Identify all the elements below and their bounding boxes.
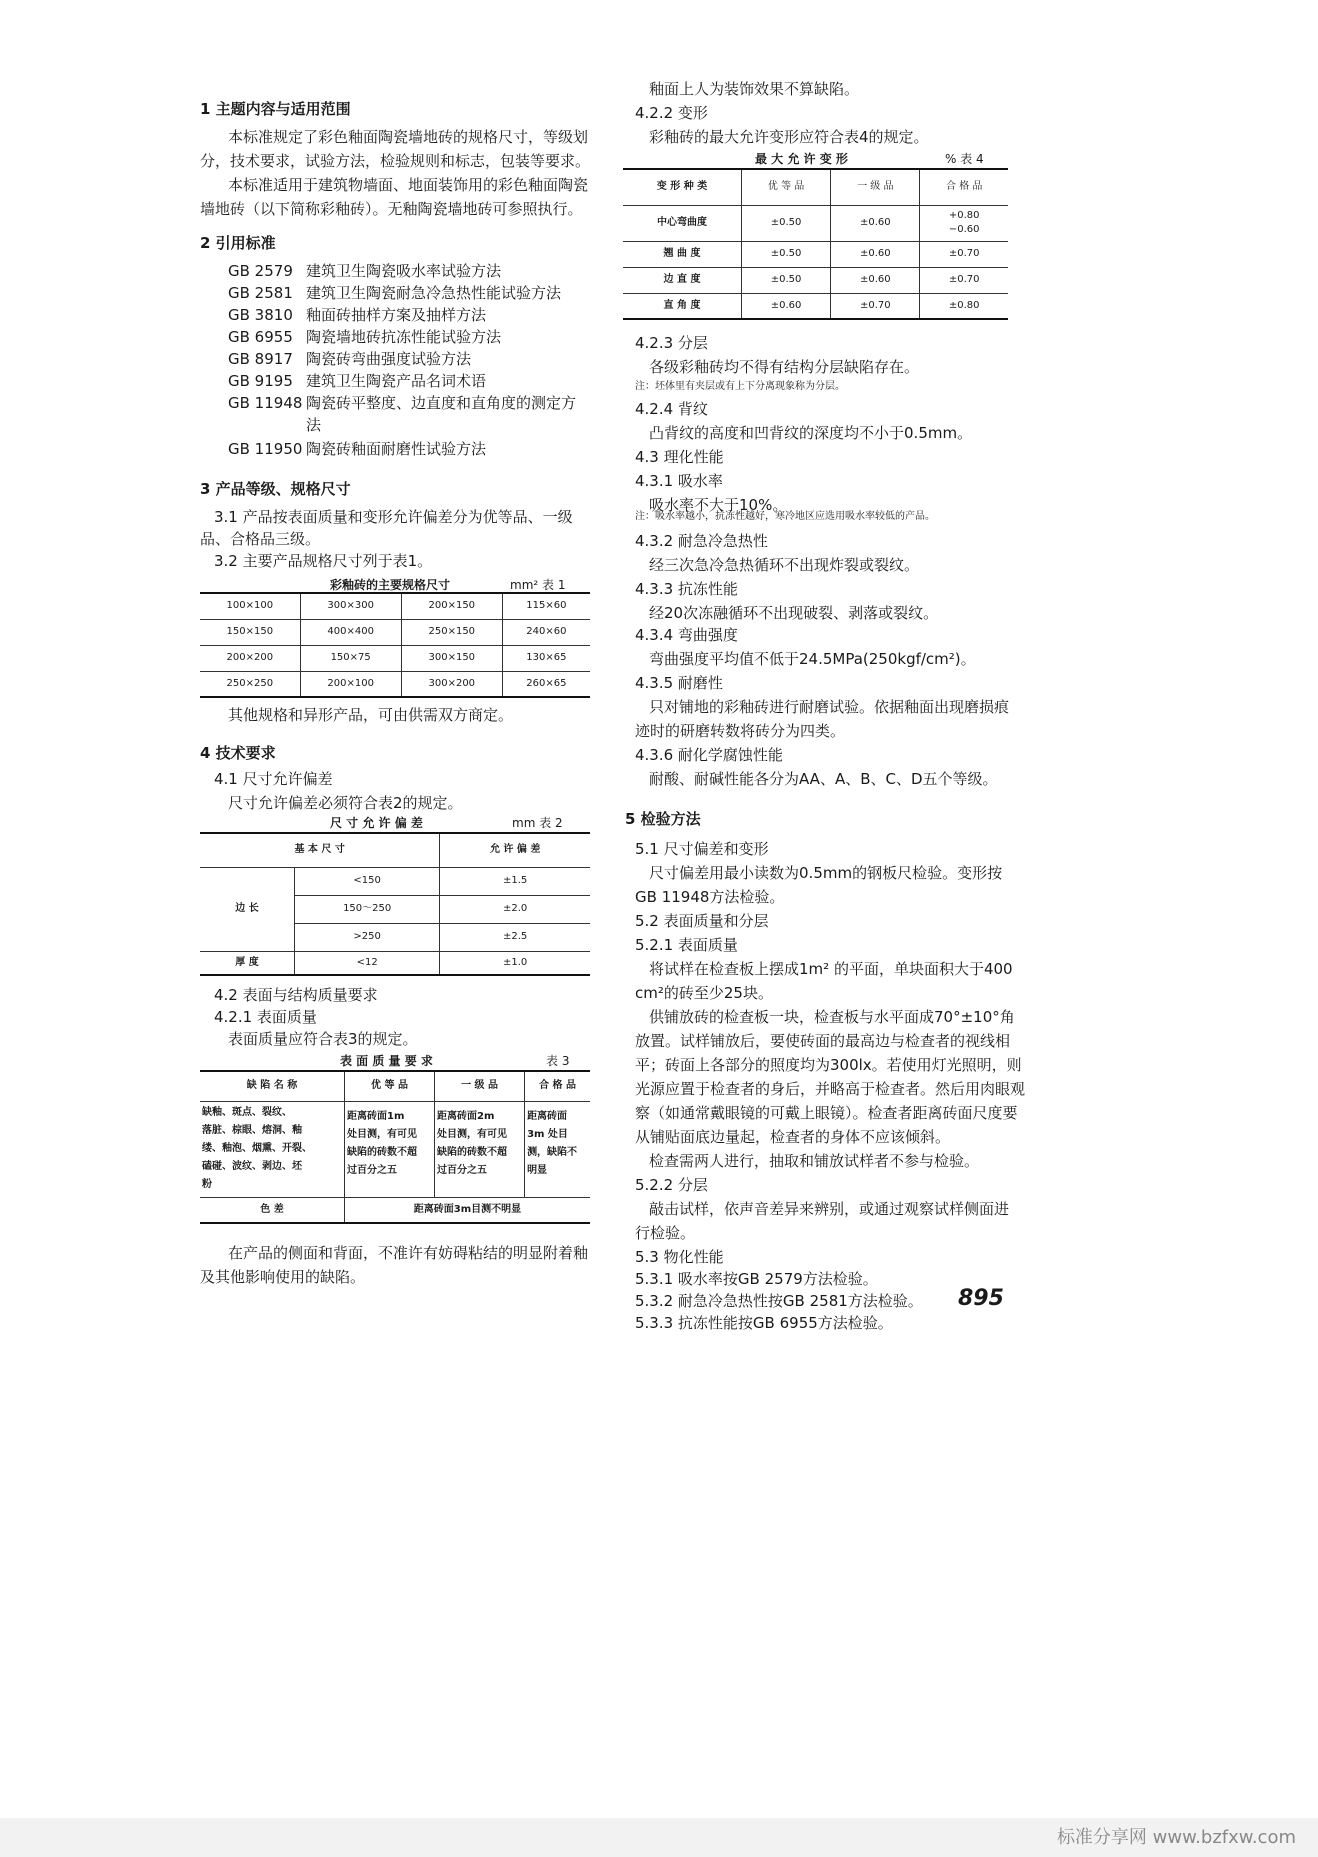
table-cell: ±0.80 (920, 293, 1008, 319)
paragraph: 经三次急冷急热循环不出现炸裂或裂纹。 (649, 556, 920, 574)
table-cell: ±0.60 (831, 205, 920, 241)
paragraph: 5.3.1 吸水率按GB 2579方法检验。 (635, 1270, 878, 1288)
table-cell: +0.80 −0.60 (920, 205, 1008, 241)
table-cell: 260×65 (502, 671, 590, 697)
paragraph: 平；砖面上各部分的照度均为300lx。若使用灯光照明，则 (635, 1056, 1022, 1074)
subsection-title: 4.3.3 抗冻性能 (635, 580, 738, 598)
table-header-row (200, 1071, 590, 1101)
paragraph: 3.2 主要产品规格尺寸列于表1。 (214, 552, 433, 570)
table-cell: ±1.5 (440, 867, 590, 895)
table-cell: ±0.50 (742, 205, 831, 241)
paragraph: 釉面上人为装饰效果不算缺陷。 (649, 80, 860, 98)
subsection-title: 4.2.2 变形 (635, 104, 708, 122)
paragraph: 其他规格和异形产品，可由供需双方商定。 (228, 706, 514, 724)
table-header: 变 形 种 类 (623, 169, 742, 205)
table-cell: ±0.50 (742, 241, 831, 267)
ref-item: GB 2579 建筑卫生陶瓷吸水率试验方法 (228, 262, 502, 280)
paragraph: 各级彩釉砖均不得有结构分层缺陷存在。 (649, 358, 920, 376)
table-cell: 250×150 (401, 619, 502, 645)
subsection-title: 5.2 表面质量和分层 (635, 912, 769, 930)
table-cell: ±2.0 (440, 895, 590, 923)
table-row (200, 645, 590, 671)
subsection-title: 5.2.1 表面质量 (635, 936, 738, 954)
subsection-title: 4.3.6 耐化学腐蚀性能 (635, 746, 783, 764)
table-cell: ±0.60 (742, 293, 831, 319)
paragraph: 凸背纹的高度和凹背纹的深度均不小于0.5mm。 (649, 424, 973, 442)
table-cell: <12 (295, 951, 440, 975)
ref-item: 法 (306, 416, 322, 434)
paragraph: 5.3.3 抗冻性能按GB 6955方法检验。 (635, 1314, 893, 1332)
table-row (623, 205, 1008, 241)
subsection-title: 4.3.2 耐急冷急热性 (635, 532, 768, 550)
paragraph: 迹时的研磨转数将砖分为四类。 (635, 722, 846, 740)
paragraph: 敲击试样，依声音差异来辨别，或通过观察试样侧面进 (649, 1200, 1010, 1218)
paragraph: 将试样在检查板上摆成1m² 的平面，单块面积大于400 (649, 960, 1013, 978)
subsection-title: 4.2.4 背纹 (635, 400, 708, 418)
table-header: 优 等 品 (345, 1071, 435, 1101)
paragraph: 检查需两人进行，抽取和铺放试样者不参与检验。 (649, 1152, 980, 1170)
paragraph: GB 11948方法检验。 (635, 888, 785, 906)
table-cell: 300×150 (401, 645, 502, 671)
paragraph: 品、合格品三级。 (200, 530, 321, 548)
table-cell: 距离砖面2m 处目测，有可见 缺陷的砖数不超 过百分之五 (435, 1101, 525, 1197)
table-cell: 150×150 (200, 619, 300, 645)
note: 注：吸水率越小，抗冻性越好，寒冷地区应选用吸水率较低的产品。 (635, 511, 935, 522)
table-header: 允 许 偏 差 (440, 833, 590, 867)
table-cell: 150～250 (295, 895, 440, 923)
paragraph: 表面质量应符合表3的规定。 (228, 1030, 418, 1048)
paragraph: 吸水率不大于10%。 (649, 496, 788, 514)
table-4-unit: % 表 4 (945, 152, 984, 166)
ref-item: GB 11948 陶瓷砖平整度、边直度和直角度的测定方 (228, 394, 577, 412)
table-row (200, 951, 590, 975)
table-header-row (623, 169, 1008, 205)
table-cell: ±0.70 (920, 241, 1008, 267)
paragraph: 只对铺地的彩釉砖进行耐磨试验。依据釉面出现磨损痕 (649, 698, 1010, 716)
subsection-title: 5.1 尺寸偏差和变形 (635, 840, 769, 858)
subsection-title: 4.1 尺寸允许偏差 (214, 770, 333, 788)
table-header: 基 本 尺 寸 (200, 833, 440, 867)
table-2-unit: mm 表 2 (512, 816, 563, 830)
table-cell: ±2.5 (440, 923, 590, 951)
table-1-caption: 彩釉砖的主要规格尺寸 (330, 578, 451, 592)
table-cell: 距离砖面1m 处目测，有可见 缺陷的砖数不超 过百分之五 (345, 1101, 435, 1197)
section-5-title: 5 检验方法 (625, 810, 701, 828)
paragraph: 耐酸、耐碱性能各分为AA、A、B、C、D五个等级。 (649, 770, 998, 788)
paragraph: 本标准适用于建筑物墙面、地面装饰用的彩色釉面陶瓷 (228, 176, 589, 194)
table-3 (200, 1070, 590, 1224)
paragraph: 放置。试样铺放后，要使砖面的最高边与检查者的视线相 (635, 1032, 1011, 1050)
table-row (200, 619, 590, 645)
paragraph: 3.1 产品按表面质量和变形允许偏差分为优等品、一级 (214, 508, 573, 526)
table-row (200, 1197, 590, 1223)
paragraph: 行检验。 (635, 1224, 696, 1242)
table-cell: ±0.70 (920, 267, 1008, 293)
table-cell: >250 (295, 923, 440, 951)
table-header: 合 格 品 (525, 1071, 590, 1101)
table-cell: ±0.70 (831, 293, 920, 319)
table-header: 合 格 品 (920, 169, 1008, 205)
table-header: 一 级 品 (435, 1071, 525, 1101)
section-3-title: 3 产品等级、规格尺寸 (200, 480, 351, 498)
table-cell: 300×300 (300, 593, 401, 619)
paragraph: cm²的砖至少25块。 (635, 984, 773, 1002)
paragraph: 供铺放砖的检查板一块，检查板与水平面成70°±10°角 (649, 1008, 1015, 1026)
table-cell: 400×400 (300, 619, 401, 645)
paragraph: 从铺贴面底边量起，检查者的身体不应该倾斜。 (635, 1128, 951, 1146)
table-header: 缺 陷 名 称 (200, 1071, 345, 1101)
ref-item: GB 9195 建筑卫生陶瓷产品名词术语 (228, 372, 487, 390)
table-cell: 200×150 (401, 593, 502, 619)
subsection-title: 4.3.1 吸水率 (635, 472, 723, 490)
paragraph: 在产品的侧面和背面，不准许有妨碍粘结的明显附着釉 (228, 1244, 589, 1262)
table-cell: ±1.0 (440, 951, 590, 975)
table-cell: 距离砖面 3m 处目 测，缺陷不 明显 (525, 1101, 590, 1197)
table-4-caption: 最 大 允 许 变 形 (755, 152, 848, 166)
table-cell: 中心弯曲度 (623, 205, 742, 241)
table-cell: 距离砖面3m目测不明显 (345, 1197, 591, 1223)
paragraph: 光源应置于检查者的身后，并略高于检查者。然后用肉眼观 (635, 1080, 1026, 1098)
section-1-title: 1 主题内容与适用范围 (200, 100, 351, 118)
paragraph: 墙地砖（以下简称彩釉砖）。无釉陶瓷墙地砖可参照执行。 (200, 200, 583, 218)
paragraph: 分，技术要求，试验方法，检验规则和标志，包装等要求。 (200, 152, 591, 170)
table-cell: 115×60 (502, 593, 590, 619)
table-cell: 200×200 (200, 645, 300, 671)
table-cell: ±0.50 (742, 267, 831, 293)
table-header: 一 级 品 (831, 169, 920, 205)
site-footer: 标准分享网 www.bzfxw.com (0, 1818, 1318, 1857)
paragraph: 察（如通常戴眼镜的可戴上眼镜）。检查者距离砖面尺度要 (635, 1104, 1018, 1122)
table-cell: 130×65 (502, 645, 590, 671)
ref-item: GB 6955 陶瓷墙地砖抗冻性能试验方法 (228, 328, 502, 346)
table-1 (200, 592, 590, 698)
ref-item: GB 2581 建筑卫生陶瓷耐急冷急热性能试验方法 (228, 284, 562, 302)
table-cell: <150 (295, 867, 440, 895)
subsection-title: 4.3.5 耐磨性 (635, 674, 723, 692)
subsection-title: 5.2.2 分层 (635, 1176, 708, 1194)
table-row (623, 267, 1008, 293)
section-4-title: 4 技术要求 (200, 744, 276, 762)
table-4 (623, 168, 1008, 320)
table-cell: 色 差 (260, 1203, 284, 1215)
table-cell: 250×250 (226, 677, 274, 689)
note: 注：坯体里有夹层或有上下分离现象称为分层。 (635, 381, 845, 392)
table-1-unit: mm² 表 1 (510, 578, 566, 592)
paragraph: 经20次冻融循环不出现破裂、剥落或裂纹。 (649, 604, 939, 622)
table-row (623, 241, 1008, 267)
ref-item: GB 11950 陶瓷砖釉面耐磨性试验方法 (228, 440, 487, 458)
subsection-title: 4.3 理化性能 (635, 448, 724, 466)
table-header-row (200, 833, 590, 867)
table-cell: ±0.60 (831, 241, 920, 267)
table-row (200, 1101, 590, 1197)
table-3-unit: 表 3 (546, 1054, 570, 1068)
table-row (200, 867, 590, 895)
table-row (200, 593, 590, 619)
table-cell: 边 长 (200, 867, 295, 951)
subsection-title: 4.2.1 表面质量 (214, 1008, 317, 1026)
section-2-title: 2 引用标准 (200, 234, 276, 252)
table-row (623, 293, 1008, 319)
ref-item: GB 3810 釉面砖抽样方案及抽样方法 (228, 306, 487, 324)
paragraph: 尺寸偏差用最小读数为0.5mm的钢板尺检验。变形按 (649, 864, 1003, 882)
subsection-title: 5.3 物化性能 (635, 1248, 724, 1266)
table-cell: ±0.60 (831, 267, 920, 293)
paragraph: 弯曲强度平均值不低于24.5MPa(250kgf/cm²)。 (649, 650, 976, 668)
paragraph: 本标准规定了彩色釉面陶瓷墙地砖的规格尺寸，等级划 (228, 128, 589, 146)
table-cell: 300×200 (401, 671, 502, 697)
table-cell: 150×75 (300, 645, 401, 671)
table-cell: 厚 度 (235, 956, 259, 968)
subsection-title: 4.3.4 弯曲强度 (635, 626, 738, 644)
ref-item: GB 8917 陶瓷砖弯曲强度试验方法 (228, 350, 472, 368)
paragraph: 及其他影响使用的缺陷。 (200, 1268, 366, 1286)
paragraph: 5.3.2 耐急冷急热性按GB 2581方法检验。 (635, 1292, 923, 1310)
table-cell: 边 直 度 (623, 267, 742, 293)
table-3-caption: 表 面 质 量 要 求 (340, 1054, 433, 1068)
table-cell: 翘 曲 度 (623, 241, 742, 267)
page-number: 895 (958, 1286, 1004, 1311)
table-cell: 240×60 (502, 619, 590, 645)
table-cell: 直 角 度 (663, 299, 701, 311)
table-2-caption: 尺 寸 允 许 偏 差 (330, 816, 423, 830)
paragraph: 尺寸允许偏差必须符合表2的规定。 (228, 794, 463, 812)
subsection-title: 4.2.3 分层 (635, 334, 708, 352)
table-cell: 缺釉、斑点、裂纹、 落脏、棕眼、熔洞、釉 缕、釉泡、烟熏、开裂、 磕碰、波纹、剥边、坯 粉 (200, 1101, 345, 1197)
subsection-title: 4.2 表面与结构质量要求 (214, 986, 378, 1004)
table-cell: 100×100 (200, 593, 300, 619)
table-row (200, 671, 590, 697)
paragraph: 彩釉砖的最大允许变形应符合表4的规定。 (649, 128, 929, 146)
table-cell: 200×100 (300, 671, 401, 697)
table-2 (200, 832, 590, 976)
table-header: 优 等 品 (742, 169, 831, 205)
